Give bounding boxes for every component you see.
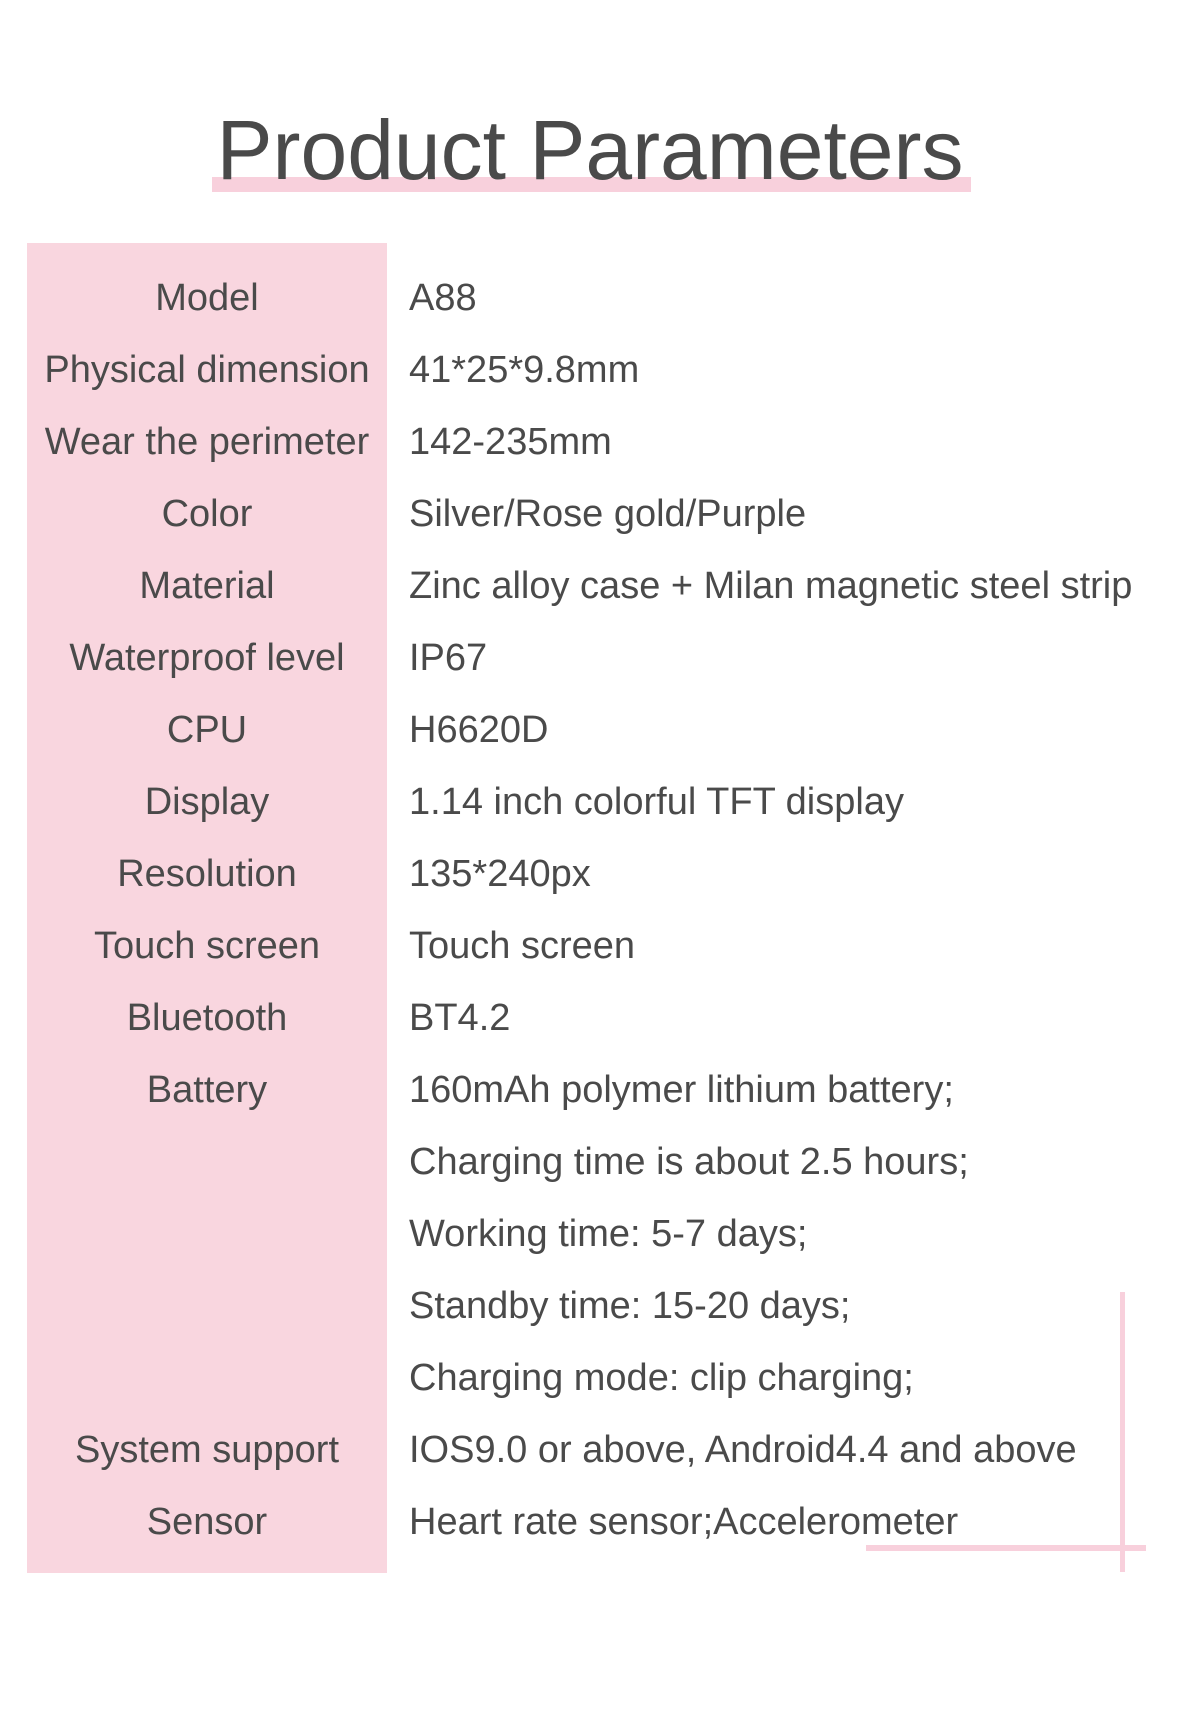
param-label [27,1342,387,1414]
corner-line-horizontal-decoration [866,1545,1146,1551]
param-label: Sensor [146,1501,268,1543]
param-label: Model [155,277,259,319]
param-label: Waterproof level [69,637,345,679]
table-row [0,334,1200,406]
param-value: Touch screen [409,925,636,967]
param-label: Bluetooth [126,997,288,1039]
param-label [27,1270,387,1342]
table-row [0,1414,1200,1486]
param-label: Color [161,493,253,535]
param-value: Standby time: 15-20 days; [409,1285,851,1327]
param-label: Resolution [117,853,297,895]
table-row [0,838,1200,910]
table-row [0,262,1200,334]
table-row [0,478,1200,550]
title-block [0,100,1200,210]
parameter-table [0,262,1200,1558]
param-value: 1.14 inch colorful TFT display [409,781,904,823]
table-row [0,766,1200,838]
param-label: Wear the perimeter [44,421,370,463]
param-value: Silver/Rose gold/Purple [409,493,807,535]
param-value: Charging mode: clip charging; [409,1357,914,1399]
table-row [0,1270,1200,1342]
param-label [27,1126,387,1198]
param-label: Physical dimension [44,349,370,391]
table-row [0,694,1200,766]
param-value: Charging time is about 2.5 hours; [409,1141,969,1183]
param-label: Material [139,565,275,607]
param-value: 41*25*9.8mm [409,349,640,391]
param-label [27,1198,387,1270]
param-label: Display [144,781,270,823]
param-value: IP67 [409,637,488,679]
param-value: Working time: 5-7 days; [409,1213,808,1255]
table-row [0,910,1200,982]
param-label: Touch screen [93,925,320,967]
param-value: 135*240px [409,853,591,895]
table-row [0,982,1200,1054]
param-label: CPU [166,709,248,751]
param-value: 160mAh polymer lithium battery; [409,1069,954,1111]
table-row [0,550,1200,622]
param-value: Zinc alloy case + Milan magnetic steel strip [409,565,1133,607]
param-value: A88 [409,277,477,319]
param-value: Heart rate sensor;Accelerometer [409,1501,959,1543]
table-row [0,1054,1200,1126]
table-row [0,1342,1200,1414]
page-title: Product Parameters [216,103,964,197]
param-value: H6620D [409,709,549,751]
corner-line-vertical-decoration [1120,1292,1125,1572]
param-value: IOS9.0 or above, Android4.4 and above [409,1429,1077,1471]
param-value: 142-235mm [409,421,612,463]
param-label: Battery [146,1069,268,1111]
table-row [0,1126,1200,1198]
table-row [0,622,1200,694]
param-value: BT4.2 [409,997,511,1039]
table-row [0,1198,1200,1270]
table-row [0,406,1200,478]
param-label: System support [75,1429,339,1471]
